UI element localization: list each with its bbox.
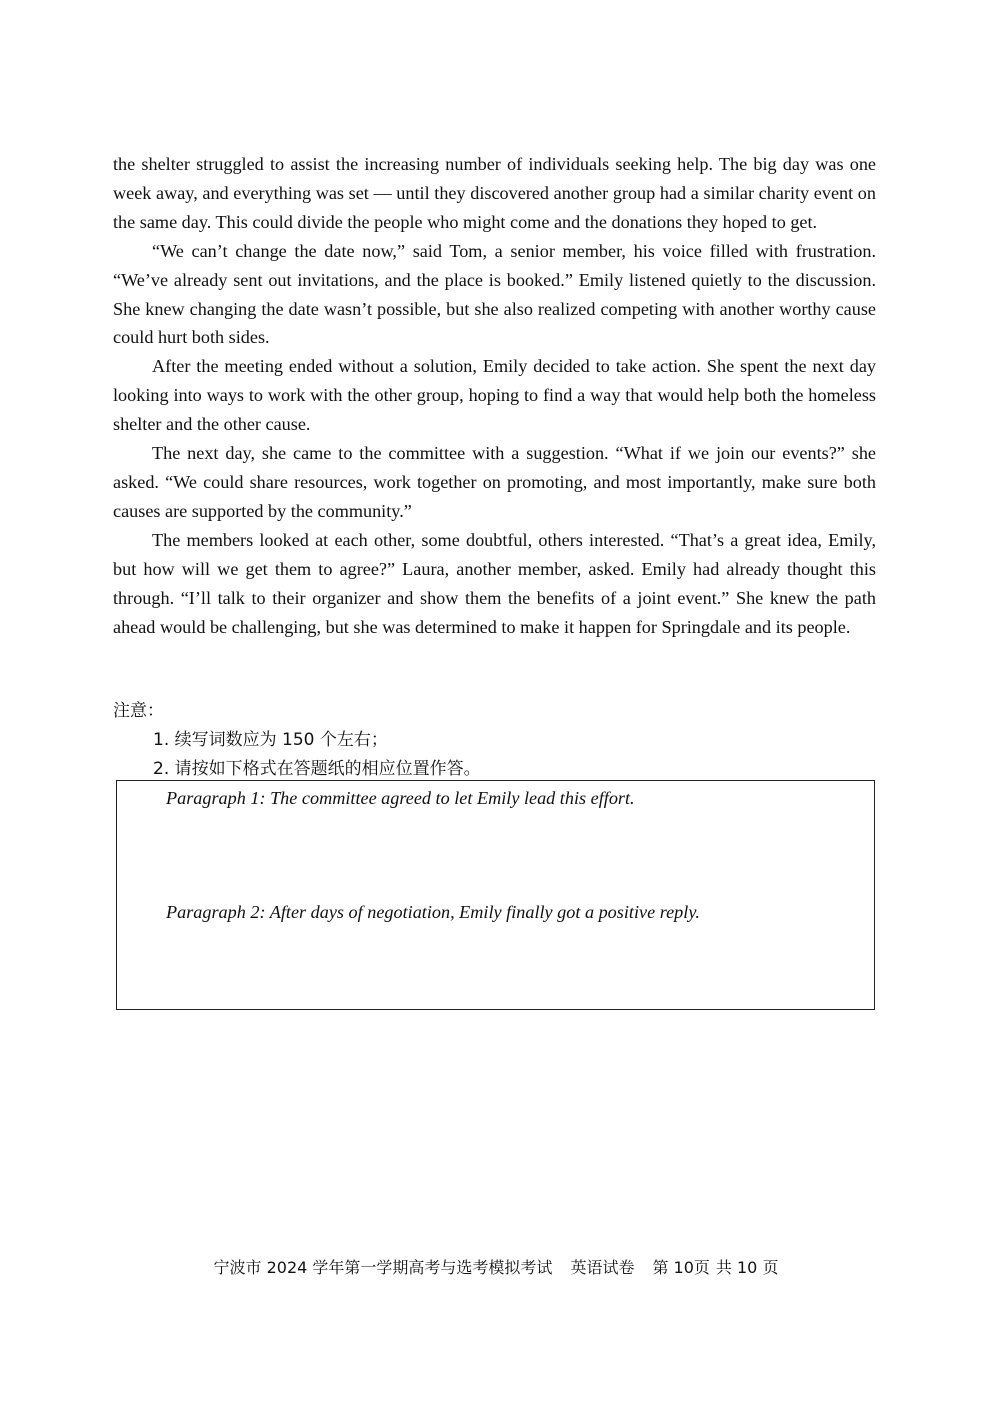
passage-paragraph: The next day, she came to the committee with a suggestion. “What if we join our events?” she asked. “We could share resources, work together on promoting, and most importantly, make sure both causes are supported by the community.” [113, 443, 876, 521]
footer-subject: 英语试卷 [570, 1258, 635, 1277]
note-item-format: 2. 请按如下格式在答题纸的相应位置作答。 [153, 759, 481, 779]
note-item-word-count: 1. 续写词数应为 150 个左右； [153, 730, 388, 750]
page-footer [0, 1256, 992, 1280]
passage-paragraph: The members looked at each other, some doubtful, others interested. “That’s a great idea, Emily, but how will we get them to agree?” Laura, another member, asked. Emily had already thought this through. “I’ll talk to their organizer and show them the benefits of a joint event.” She knew the path ahead would be challenging, but she was determined to make it happen for Springdale and its people. [113, 529, 876, 637]
footer-page-number: 第 10页 [652, 1258, 710, 1277]
passage-paragraph: the shelter struggled to assist the increasing number of individuals seeking help. The big day was one week away, and everything was set — until they discovered another group had a similar charity event on the same day. This could divide the people who might come and the donations they hoped to get. [113, 154, 876, 232]
reading-passage [113, 150, 876, 641]
passage-paragraph: “We can’t change the date now,” said Tom, a senior member, his voice filled with frustration. “We’ve already sent out invitations, and the place is booked.” Emily listened quietly to the discussion. She knew changing the date wasn’t possible, but she also realized competing with another worthy cause could hurt both sides. [113, 240, 876, 348]
footer-total-pages: 共 10 页 [715, 1258, 779, 1277]
notes-heading: 注意： [113, 701, 164, 721]
passage-paragraph: After the meeting ended without a solution, Emily decided to take action. She spent the next day looking into ways to work with the other group, hoping to find a way that would help both the homeless shelter and the other cause. [113, 356, 876, 435]
footer-exam-title: 宁波市 2024 学年第一学期高考与选考模拟考试 [213, 1258, 553, 1277]
paragraph-1-prompt: Paragraph 1: The committee agreed to let Emily lead this effort. [166, 788, 635, 808]
notes-section [113, 697, 876, 784]
footer-page-info [652, 1258, 778, 1277]
answer-box [116, 780, 875, 1010]
paragraph-2-prompt: Paragraph 2: After days of negotiation, Emily finally got a positive reply. [166, 902, 700, 922]
